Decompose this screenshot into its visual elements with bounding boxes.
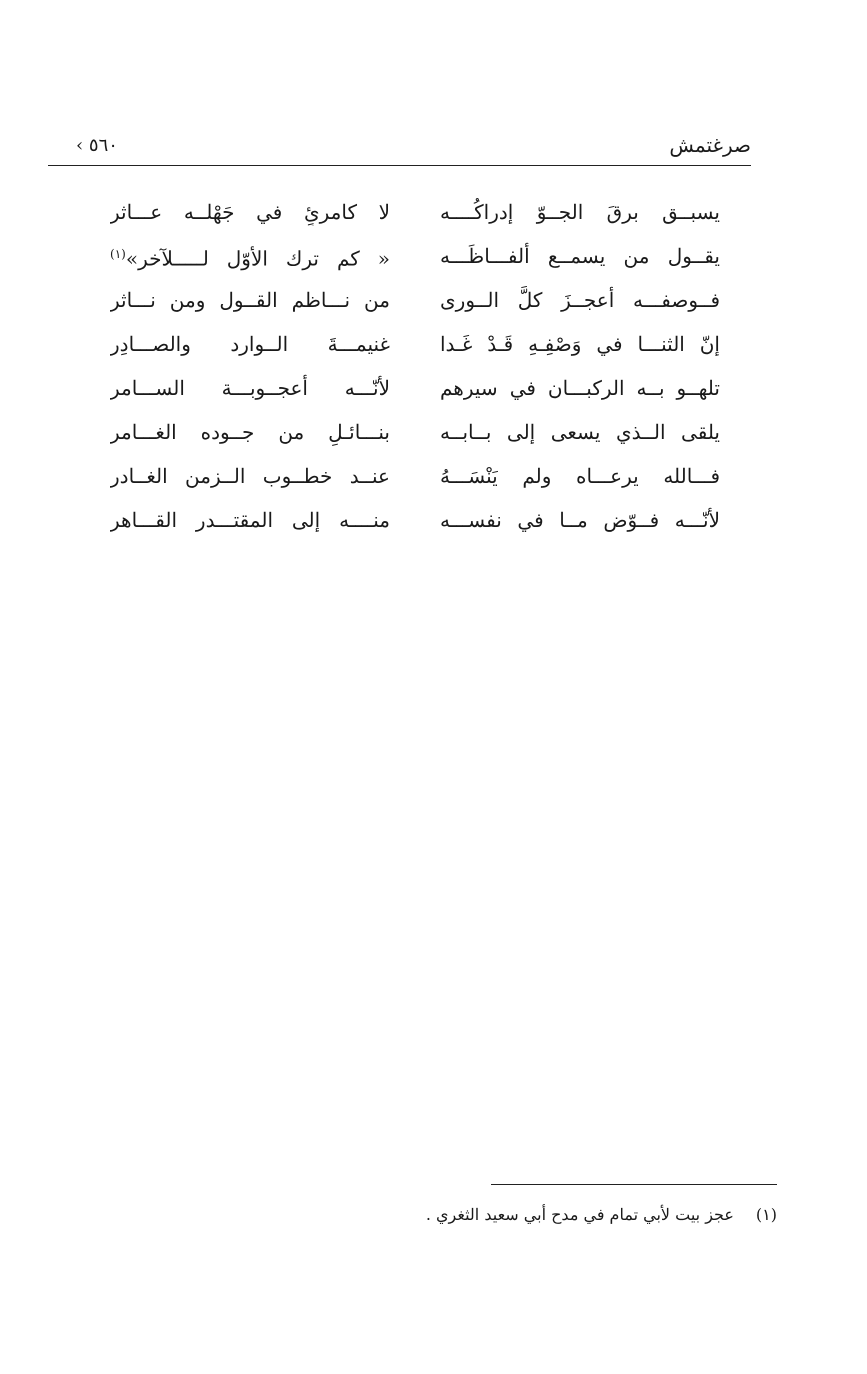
footnote-rule [491, 1184, 777, 1185]
footnote-text: عجز بيت لأبي تمام في مدح أبي سعيد الثغري . [425, 1205, 734, 1224]
header-rule [48, 165, 751, 166]
verse-second-hemistich: لا كامرئٍ في جَهْلــه عـــاثر [110, 200, 390, 224]
footnote [357, 1203, 777, 1227]
verse-second-hemistich: عنــد خطــوب الــزمن الغــادر [110, 464, 390, 488]
verse [110, 366, 720, 410]
verse-first-hemistich: يلقى الــذي يسعى إلى بــابــه [440, 420, 720, 444]
verse [110, 278, 720, 322]
verse-first-hemistich: يقــول من يسمــع ألفـــاظَـــه [440, 244, 720, 268]
verse-second-hemistich-with-footnote [110, 240, 390, 273]
verse-first-hemistich: فــوصفـــه أعجــزَ كلَّ الــورى [440, 288, 720, 312]
verse [110, 410, 720, 454]
verse-second-hemistich: بنـــائـلٍ من جــوده الغـــامر [110, 420, 390, 444]
verse-second-hemistich: لأنّـــه أعجــوبـــة الســـامر [110, 376, 390, 400]
verse-first-hemistich: لأنّـــه فــوّض مــا في نفســـه [440, 508, 720, 532]
verse-first-hemistich: إنّ الثنـــا في وَصْفِـهِ قَـدْ غَـدا [440, 332, 720, 356]
footnote-reference[interactable]: (١) [110, 246, 126, 261]
verse-first-hemistich: يسبــق برقَ الجــوّ إدراكُــــه [440, 200, 720, 224]
poem [110, 190, 720, 542]
verse-second-hemistich: غنيمـــةَ الــوارد والصـــادِر [110, 332, 390, 356]
verse [110, 498, 720, 542]
page-number: ٥٦٠ › [76, 135, 118, 156]
verse [110, 234, 720, 278]
verse [110, 190, 720, 234]
verse-first-hemistich: فـــالله يرعـــاه ولم يَنْسَـــهُ [440, 464, 720, 488]
running-head [48, 128, 751, 162]
verse-second-hemistich: من نـــاظم القــول ومن نـــاثر [110, 288, 390, 312]
verse-second-hemistich: منــــه إلى المقتـــدر القـــاهر [110, 508, 390, 532]
verse [110, 322, 720, 366]
running-title: صرغتمش [669, 133, 751, 157]
verse-first-hemistich: تلهــو بــه الركبـــان في سيرهم [440, 376, 720, 400]
verse [110, 454, 720, 498]
verse-second-hemistich-text: « كم ترك الأوّل لـــــلآخر» [125, 246, 390, 271]
footnote-marker: (١) [755, 1205, 777, 1224]
page-number-value: ٥٦٠ [88, 135, 118, 156]
